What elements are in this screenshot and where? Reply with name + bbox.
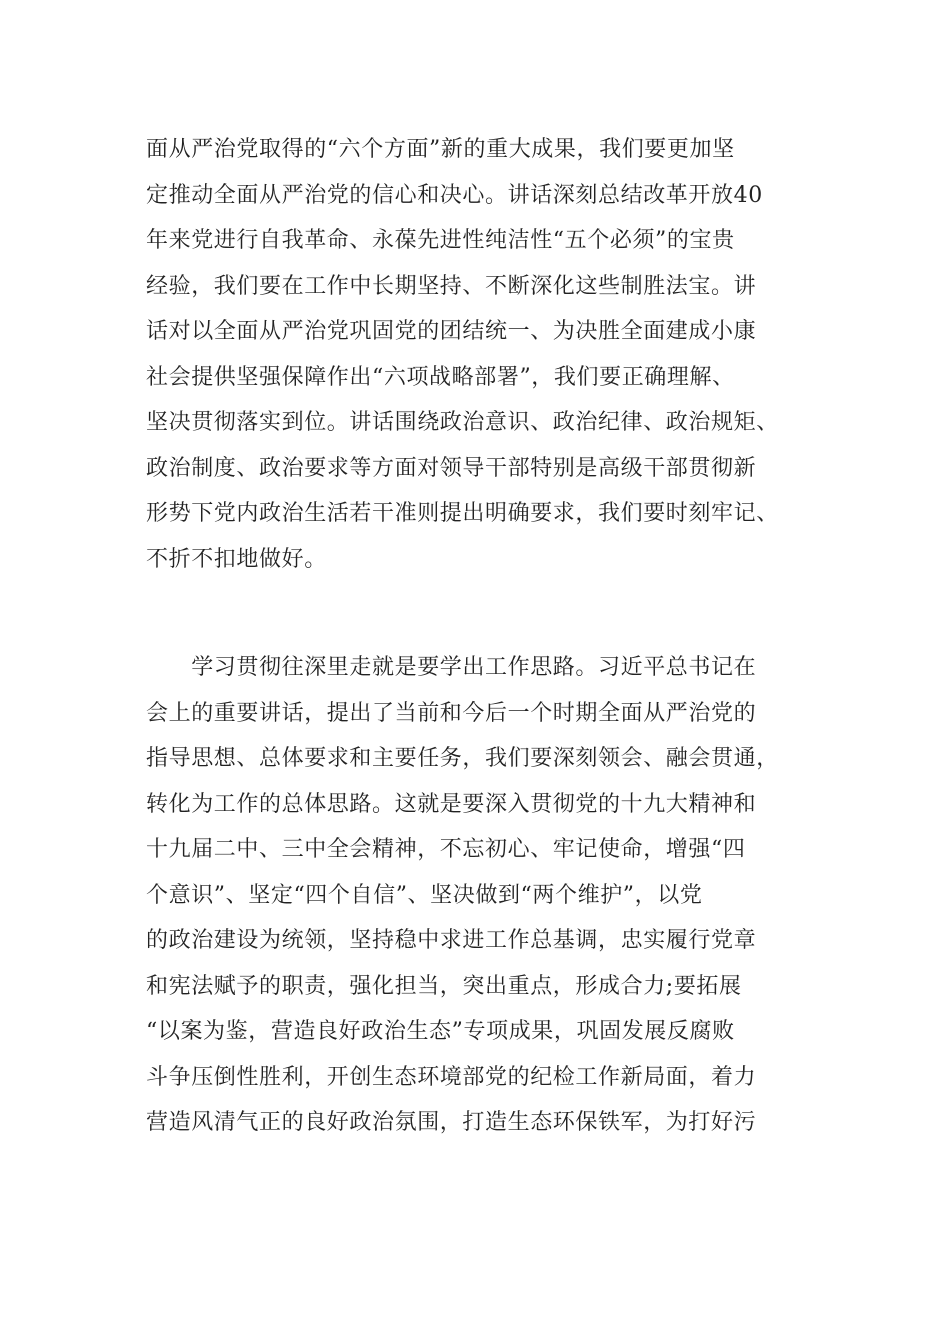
text-line: 营造风清气正的良好政治氛围，打造生态环保铁军，为打好污	[146, 1110, 757, 1135]
text-line: 年来党进行自我革命、永葆先进性纯洁性“五个必须”的宝贵	[146, 228, 735, 253]
text-line: 指导思想、总体要求和主要任务，我们要深刻领会、融会贯通，	[146, 746, 779, 771]
text-line: 坚决贯彻落实到位。讲话围绕政治意识、政治纪律、政治规矩、	[146, 410, 779, 435]
text-line: 个意识”、坚定“四个自信”、坚决做到“两个维护”，以党	[146, 882, 703, 908]
text-line: 不折不扣地做好。	[146, 546, 327, 572]
text-line: 的政治建设为统领，坚持稳中求进工作总基调，忠实履行党章	[146, 928, 757, 953]
text-line: 定推动全面从严治党的信心和决心。讲话深刻总结改革开放40	[146, 182, 763, 208]
text-line: 学习贯彻往深里走就是要学出工作思路。习近平总书记在	[146, 655, 757, 680]
text-line: 和宪法赋予的职责，强化担当，突出重点，形成合力;要拓展	[146, 973, 742, 999]
text-line: 斗争压倒性胜利，开创生态环境部党的纪检工作新局面，着力	[146, 1064, 757, 1090]
text-line: 会上的重要讲话，提出了当前和今后一个时期全面从严治党的	[146, 700, 757, 726]
paragraph-1	[146, 127, 806, 582]
text-line: 社会提供坚强保障作出“六项战略部署”，我们要正确理解、	[146, 364, 735, 390]
text-line: 面从严治党取得的“六个方面”新的重大成果，我们要更加坚	[146, 137, 735, 162]
text-line: “以案为鉴，营造良好政治生态”专项成果，巩固发展反腐败	[146, 1019, 735, 1044]
text-line: 政治制度、政治要求等方面对领导干部特别是高级干部贯彻新	[146, 455, 757, 481]
text-line: 十九届二中、三中全会精神，不忘初心、牢记使命，增强“四	[146, 837, 746, 862]
paragraph-2	[146, 645, 806, 1146]
text-line: 转化为工作的总体思路。这就是要深入贯彻党的十九大精神和	[146, 791, 757, 817]
text-line: 话对以全面从严治党巩固党的团结统一、为决胜全面建成小康	[146, 319, 757, 344]
text-line: 经验，我们要在工作中长期坚持、不断深化这些制胜法宝。讲	[146, 273, 757, 299]
text-line: 形势下党内政治生活若干准则提出明确要求，我们要时刻牢记、	[146, 501, 779, 526]
